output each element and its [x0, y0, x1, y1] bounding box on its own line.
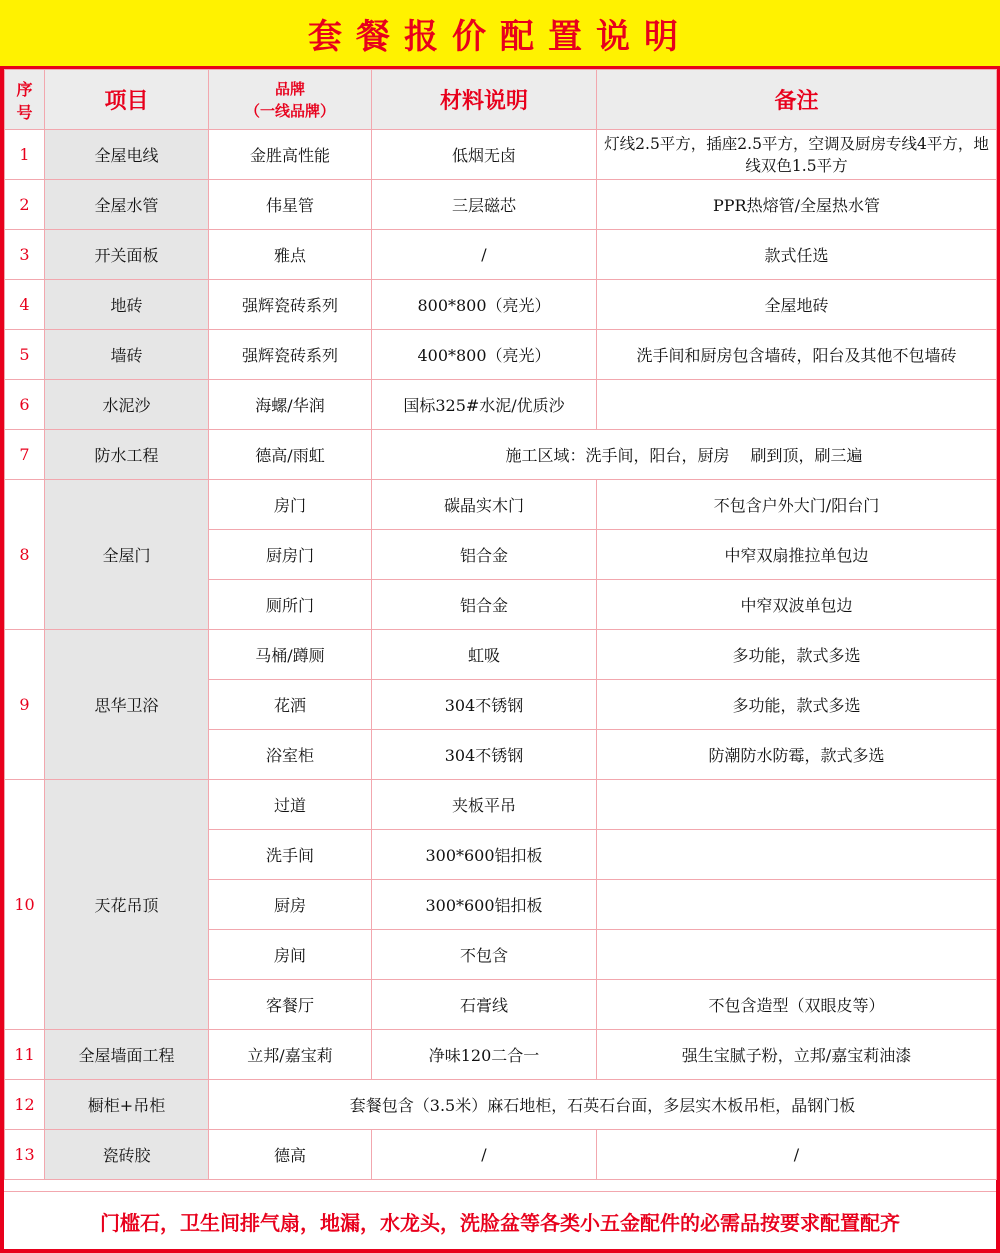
note-cell: 灯线2.5平方，插座2.5平方，空调及厨房专线4平方，地线双色1.5平方	[597, 130, 997, 180]
table-row	[5, 1030, 997, 1080]
item-cell: 橱柜+吊柜	[45, 1080, 209, 1130]
header-brand-line1: 品牌	[274, 79, 305, 98]
note-cell	[597, 380, 997, 430]
item-cell: 水泥沙	[45, 380, 209, 430]
material-cell: 800*800（亮光）	[372, 280, 597, 330]
note-cell	[597, 930, 997, 980]
brand-cell: 金胜高性能	[209, 130, 372, 180]
note-cell: 多功能，款式多选	[597, 680, 997, 730]
item-cell: 全屋水管	[45, 180, 209, 230]
item-cell: 思华卫浴	[45, 630, 209, 780]
row-number: 11	[5, 1030, 45, 1080]
item-cell: 瓷砖胶	[45, 1130, 209, 1180]
brand-cell: 洗手间	[209, 830, 372, 880]
item-cell: 地砖	[45, 280, 209, 330]
item-cell: 全屋电线	[45, 130, 209, 180]
row-number: 7	[5, 430, 45, 480]
note-cell	[597, 830, 997, 880]
table-row	[5, 1080, 997, 1130]
row-number: 3	[5, 230, 45, 280]
table-row	[5, 230, 997, 280]
note-cell: 洗手间和厨房包含墙砖，阳台及其他不包墙砖	[597, 330, 997, 380]
material-cell: /	[372, 230, 597, 280]
note-cell: /	[597, 1130, 997, 1180]
brand-cell: 强辉瓷砖系列	[209, 280, 372, 330]
row-number: 8	[5, 480, 45, 630]
note-cell	[597, 780, 997, 830]
table-row	[5, 1130, 997, 1180]
material-cell: 低烟无卤	[372, 130, 597, 180]
brand-cell: 花洒	[209, 680, 372, 730]
note-cell	[597, 880, 997, 930]
brand-cell: 德高	[209, 1130, 372, 1180]
brand-cell: 客餐厅	[209, 980, 372, 1030]
table-row	[5, 380, 997, 430]
note-cell: 防潮防水防霉，款式多选	[597, 730, 997, 780]
header-brand-line2: （一线品牌）	[244, 101, 335, 120]
note-cell: 款式任选	[597, 230, 997, 280]
table-row	[5, 180, 997, 230]
material-cell: 净味120二合一	[372, 1030, 597, 1080]
table-row	[5, 480, 997, 530]
row-number: 4	[5, 280, 45, 330]
item-cell: 墙砖	[45, 330, 209, 380]
package-quote-table	[4, 69, 997, 1180]
header-material: 材料说明	[372, 70, 597, 130]
material-cell: 304不锈钢	[372, 730, 597, 780]
brand-cell: 马桶/蹲厕	[209, 630, 372, 680]
item-cell: 全屋墙面工程	[45, 1030, 209, 1080]
note-cell: 不包含造型（双眼皮等）	[597, 980, 997, 1030]
row-number: 6	[5, 380, 45, 430]
brand-cell: 雅点	[209, 230, 372, 280]
table-row	[5, 630, 997, 680]
brand-cell: 过道	[209, 780, 372, 830]
material-cell: 铝合金	[372, 530, 597, 580]
table-row	[5, 130, 997, 180]
material-cell: 不包含	[372, 930, 597, 980]
material-cell: 300*600铝扣板	[372, 830, 597, 880]
row-number: 13	[5, 1130, 45, 1180]
brand-cell: 强辉瓷砖系列	[209, 330, 372, 380]
header-no: 序号	[5, 70, 45, 130]
table-header-row	[5, 70, 997, 130]
material-cell: 国标325#水泥/优质沙	[372, 380, 597, 430]
header-item: 项目	[45, 70, 209, 130]
item-cell: 全屋门	[45, 480, 209, 630]
material-cell: 三层磁芯	[372, 180, 597, 230]
material-cell: 铝合金	[372, 580, 597, 630]
material-cell: 400*800（亮光）	[372, 330, 597, 380]
row-number: 2	[5, 180, 45, 230]
brand-cell: 厨房	[209, 880, 372, 930]
note-cell: 中窄双波单包边	[597, 580, 997, 630]
brand-cell: 厕所门	[209, 580, 372, 630]
brand-cell: 伟星管	[209, 180, 372, 230]
note-cell: 全屋地砖	[597, 280, 997, 330]
brand-cell: 厨房门	[209, 530, 372, 580]
row-number: 1	[5, 130, 45, 180]
brand-cell: 立邦/嘉宝莉	[209, 1030, 372, 1080]
material-cell: 300*600铝扣板	[372, 880, 597, 930]
header-brand	[209, 70, 372, 130]
note-cell: 强生宝腻子粉，立邦/嘉宝莉油漆	[597, 1030, 997, 1080]
merged-note-cell: 套餐包含（3.5米）麻石地柜，石英石台面，多层实木板吊柜，晶钢门板	[209, 1080, 997, 1130]
merged-note-cell: 施工区域：洗手间，阳台，厨房 刷到顶，刷三遍	[372, 430, 997, 480]
footer-note: 门槛石，卫生间排气扇，地漏，水龙头，洗脸盆等各类小五金配件的必需品按要求配置配齐	[4, 1191, 996, 1250]
brand-cell: 房间	[209, 930, 372, 980]
row-number: 10	[5, 780, 45, 1030]
table-row	[5, 330, 997, 380]
material-cell: /	[372, 1130, 597, 1180]
brand-cell: 德高/雨虹	[209, 430, 372, 480]
item-cell: 开关面板	[45, 230, 209, 280]
table-row	[5, 280, 997, 330]
material-cell: 虹吸	[372, 630, 597, 680]
table-row	[5, 430, 997, 480]
header-note: 备注	[597, 70, 997, 130]
row-number: 5	[5, 330, 45, 380]
row-number: 9	[5, 630, 45, 780]
table-row	[5, 780, 997, 830]
note-cell: PPR热熔管/全屋热水管	[597, 180, 997, 230]
item-cell: 天花吊顶	[45, 780, 209, 1030]
brand-cell: 房门	[209, 480, 372, 530]
material-cell: 夹板平吊	[372, 780, 597, 830]
brand-cell: 浴室柜	[209, 730, 372, 780]
note-cell: 中窄双扇推拉单包边	[597, 530, 997, 580]
note-cell: 不包含户外大门/阳台门	[597, 480, 997, 530]
material-cell: 碳晶实木门	[372, 480, 597, 530]
item-cell: 防水工程	[45, 430, 209, 480]
brand-cell: 海螺/华润	[209, 380, 372, 430]
page-title: 套餐报价配置说明	[0, 0, 1000, 66]
material-cell: 石膏线	[372, 980, 597, 1030]
row-number: 12	[5, 1080, 45, 1130]
note-cell: 多功能，款式多选	[597, 630, 997, 680]
material-cell: 304不锈钢	[372, 680, 597, 730]
